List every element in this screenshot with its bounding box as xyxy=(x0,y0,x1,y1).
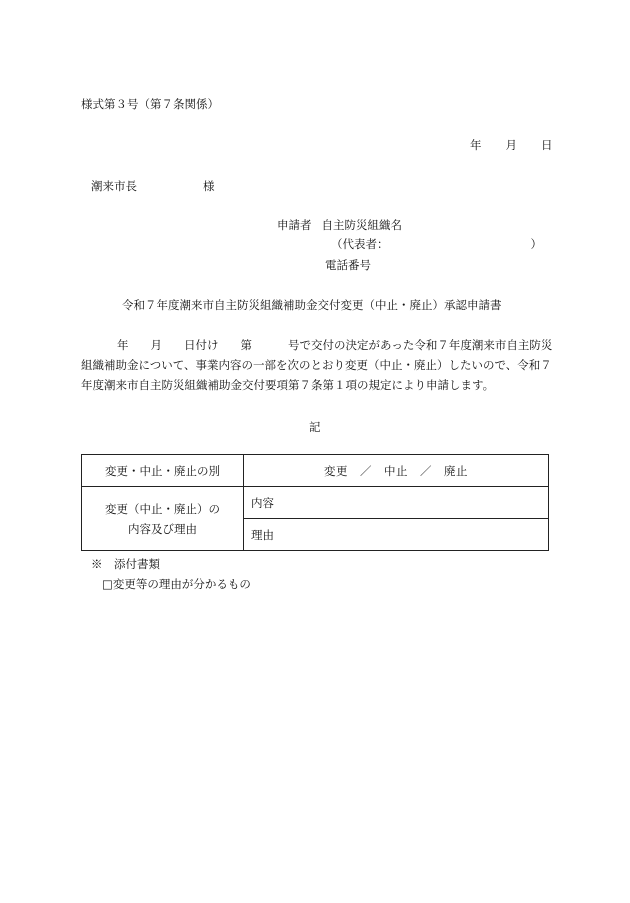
body-dai: 第 xyxy=(240,338,252,352)
date-day: 日 xyxy=(541,138,553,152)
phone-label: 電話番号 xyxy=(325,258,371,272)
attachment-title: ※ 添付書類 xyxy=(91,557,160,571)
content-cell: 内容 xyxy=(244,487,549,519)
addressee-name: 潮来市長 xyxy=(91,179,137,193)
change-table xyxy=(81,454,549,551)
date-month: 月 xyxy=(505,138,517,152)
type-value-cell: 変更 ／ 中止 ／ 廃止 xyxy=(244,455,549,487)
body-year: 年 xyxy=(117,338,129,352)
reason-header-cell xyxy=(82,487,244,551)
date-year: 年 xyxy=(470,138,482,152)
reason-header-line1: 変更（中止・廃止）の xyxy=(105,501,220,516)
type-header-cell: 変更・中止・廃止の別 xyxy=(82,455,244,487)
table-row xyxy=(82,455,549,487)
addressee xyxy=(91,179,215,193)
body-text: 号で交付の決定があった令和７年度潮来市自主防災組織補助金について、事業内容の一部を次のとおり変更（中止・廃止）したいので、令和７年度潮来市自主防災組織補助金交付要項第７条第１項の規定により申請します。 xyxy=(81,338,553,392)
representative-close: ） xyxy=(530,237,542,251)
attachment-item: □変更等の理由が分かるもの xyxy=(102,577,251,591)
reason-header-line2: 内容及び理由 xyxy=(128,521,197,536)
reason-cell: 理由 xyxy=(244,519,549,551)
date-line xyxy=(470,138,553,152)
ki-heading: 記 xyxy=(309,420,321,434)
form-number: 様式第３号（第７条関係） xyxy=(81,97,219,111)
representative-line xyxy=(331,237,542,251)
body-month: 月 xyxy=(150,338,162,352)
org-name-label: 自主防災組織名 xyxy=(321,218,402,232)
addressee-honorific: 様 xyxy=(203,179,215,193)
applicant-label: 申請者 xyxy=(277,218,312,232)
applicant-line xyxy=(277,218,402,232)
document-title: 令和７年度潮来市自主防災組織補助金交付変更（中止・廃止）承認申請書 xyxy=(122,298,502,312)
body-date: 日付け xyxy=(184,338,219,352)
body-paragraph xyxy=(81,335,553,395)
representative-open: （代表者： xyxy=(331,237,389,251)
table-row xyxy=(82,487,549,519)
